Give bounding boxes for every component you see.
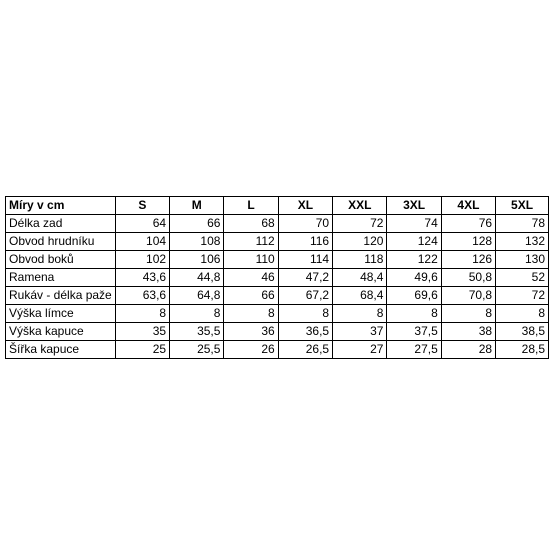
- table-row: [6, 305, 549, 323]
- table-row: [6, 215, 549, 233]
- table-cell: 64,8: [170, 287, 224, 305]
- row-label: Šířka kapuce: [6, 341, 116, 359]
- table-cell: 49,6: [387, 269, 441, 287]
- table-row: [6, 323, 549, 341]
- size-header-xxl: XXL: [333, 197, 387, 215]
- table-cell: 36,5: [278, 323, 332, 341]
- table-row: [6, 233, 549, 251]
- size-chart-table: [5, 196, 549, 359]
- row-label: Obvod hrudníku: [6, 233, 116, 251]
- table-cell: 52: [496, 269, 549, 287]
- table-cell: 128: [441, 233, 495, 251]
- row-label: Výška límce: [6, 305, 116, 323]
- table-cell: 102: [115, 251, 169, 269]
- table-cell: 50,8: [441, 269, 495, 287]
- table-cell: 66: [224, 287, 278, 305]
- table-cell: 35,5: [170, 323, 224, 341]
- table-row: [6, 341, 549, 359]
- table-cell: 8: [115, 305, 169, 323]
- table-cell: 66: [170, 215, 224, 233]
- table-cell: 104: [115, 233, 169, 251]
- table-cell: 8: [387, 305, 441, 323]
- table-cell: 8: [170, 305, 224, 323]
- table-cell: 68: [224, 215, 278, 233]
- table-cell: 36: [224, 323, 278, 341]
- table-cell: 120: [333, 233, 387, 251]
- table-cell: 28,5: [496, 341, 549, 359]
- size-header-m: M: [170, 197, 224, 215]
- table-cell: 27: [333, 341, 387, 359]
- table-cell: 72: [333, 215, 387, 233]
- table-row: [6, 251, 549, 269]
- size-header-s: S: [115, 197, 169, 215]
- table-cell: 64: [115, 215, 169, 233]
- table-cell: 26,5: [278, 341, 332, 359]
- table-cell: 130: [496, 251, 549, 269]
- header-row: [6, 197, 549, 215]
- row-label: Délka zad: [6, 215, 116, 233]
- size-header-l: L: [224, 197, 278, 215]
- table-cell: 114: [278, 251, 332, 269]
- row-label: Obvod boků: [6, 251, 116, 269]
- table-body: [6, 215, 549, 359]
- table-cell: 110: [224, 251, 278, 269]
- table-cell: 69,6: [387, 287, 441, 305]
- table-cell: 78: [496, 215, 549, 233]
- table-cell: 106: [170, 251, 224, 269]
- table-cell: 70: [278, 215, 332, 233]
- table-cell: 112: [224, 233, 278, 251]
- size-header-3xl: 3XL: [387, 197, 441, 215]
- table-cell: 124: [387, 233, 441, 251]
- table-row: [6, 269, 549, 287]
- table-cell: 27,5: [387, 341, 441, 359]
- table-cell: 108: [170, 233, 224, 251]
- table-cell: 70,8: [441, 287, 495, 305]
- table-cell: 132: [496, 233, 549, 251]
- table-cell: 8: [441, 305, 495, 323]
- table-cell: 35: [115, 323, 169, 341]
- size-header-5xl: 5XL: [496, 197, 549, 215]
- table-cell: 67,2: [278, 287, 332, 305]
- table-cell: 8: [224, 305, 278, 323]
- table-cell: 8: [278, 305, 332, 323]
- table-cell: 76: [441, 215, 495, 233]
- table-cell: 122: [387, 251, 441, 269]
- table-cell: 74: [387, 215, 441, 233]
- table-cell: 28: [441, 341, 495, 359]
- table-cell: 8: [496, 305, 549, 323]
- table-cell: 37: [333, 323, 387, 341]
- size-header-xl: XL: [278, 197, 332, 215]
- table-cell: 38,5: [496, 323, 549, 341]
- table-cell: 68,4: [333, 287, 387, 305]
- table-cell: 63,6: [115, 287, 169, 305]
- row-label: Rukáv - délka paže: [6, 287, 116, 305]
- table-cell: 8: [333, 305, 387, 323]
- table-cell: 25,5: [170, 341, 224, 359]
- table-cell: 25: [115, 341, 169, 359]
- table-cell: 44,8: [170, 269, 224, 287]
- row-label: Ramena: [6, 269, 116, 287]
- table-cell: 126: [441, 251, 495, 269]
- table-row: [6, 287, 549, 305]
- size-header-4xl: 4XL: [441, 197, 495, 215]
- table-cell: 46: [224, 269, 278, 287]
- table-cell: 38: [441, 323, 495, 341]
- table-cell: 118: [333, 251, 387, 269]
- table-cell: 47,2: [278, 269, 332, 287]
- table-cell: 72: [496, 287, 549, 305]
- table-cell: 43,6: [115, 269, 169, 287]
- table-cell: 116: [278, 233, 332, 251]
- header-label: Míry v cm: [6, 197, 116, 215]
- table-cell: 26: [224, 341, 278, 359]
- table-cell: 37,5: [387, 323, 441, 341]
- row-label: Výška kapuce: [6, 323, 116, 341]
- table-cell: 48,4: [333, 269, 387, 287]
